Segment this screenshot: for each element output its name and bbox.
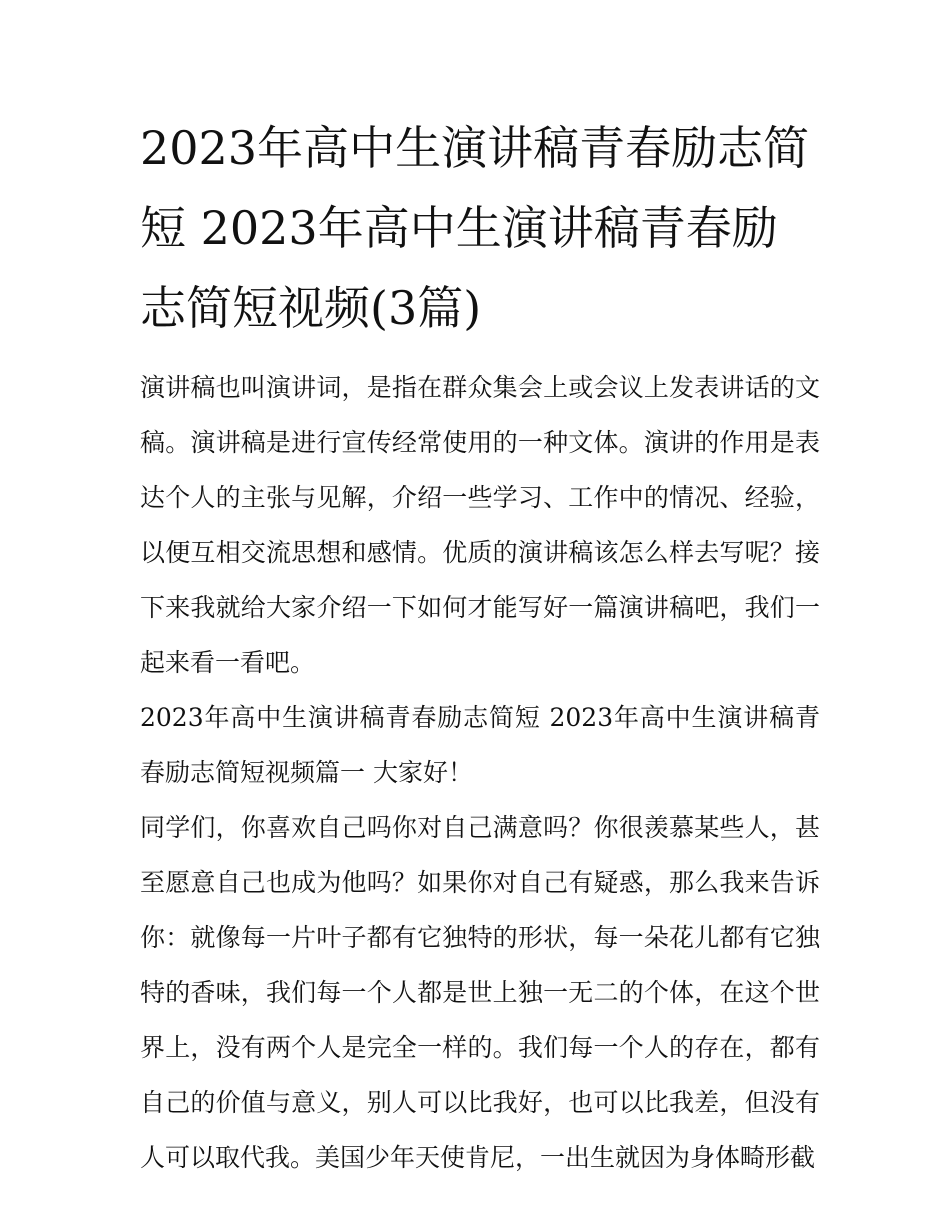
intro-paragraph: 演讲稿也叫演讲词，是指在群众集会上或会议上发表讲话的文稿。演讲稿是进行宣传经常使用的一种文体。演讲的作用是表达个人的主张与见解，介绍一些学习、工作中的情况、经验，以便互相交流思想和感情。优质的演讲稿该怎么样去写呢？接下来我就给大家介绍一下如何才能写好一篇演讲稿吧，我们一起来看一看吧。 [140,373,820,677]
body-paragraph: 同学们，你喜欢自己吗你对自己满意吗？你很羡慕某些人，甚至愿意自己也成为他吗？如果你对自己有疑惑，那么我来告诉你：就像每一片叶子都有它独特的形状，每一朵花儿都有它独特的香味，我们每一个人都是世上独一无二的个体，在这个世界上，没有两个人是完全一样的。我们每一个人的存在，都有自己的价值与意义，别人可以比我好，也可以比我差，但没有人可以取代我。美国少年天使肯尼，一出生就因为身体畸形截 [140,813,820,1172]
document-page [140,108,820,1185]
section-heading: 2023年高中生演讲稿青春励志简短 2023年高中生演讲稿青春励志简短视频篇一 大家好！ [140,703,820,787]
document-title: 2023年高中生演讲稿青春励志简短 2023年高中生演讲稿青春励志简短视频(3篇) [140,121,810,335]
